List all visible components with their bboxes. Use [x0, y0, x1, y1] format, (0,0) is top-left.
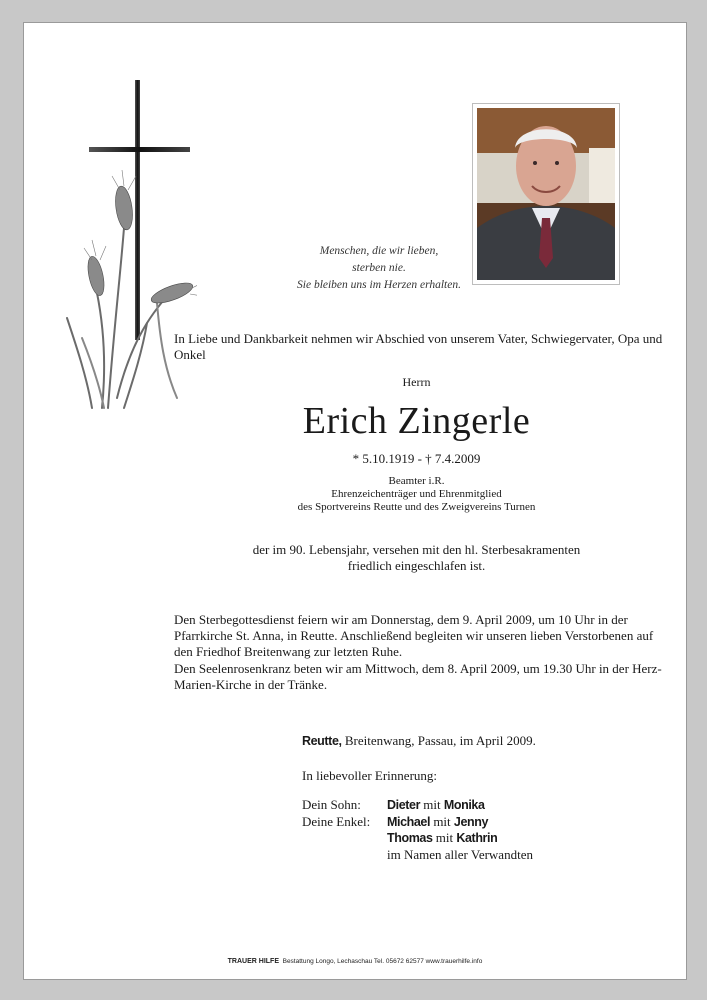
- place-rest: Breitenwang, Passau, im April 2009.: [341, 733, 536, 748]
- place-date: [302, 733, 536, 749]
- grandchild-name: Michael: [387, 814, 431, 829]
- service-info: [174, 612, 669, 693]
- quote-line: sterben nie.: [352, 262, 406, 274]
- portrait-photo-frame: [472, 103, 620, 285]
- connector: mit: [430, 813, 454, 829]
- funeral-service-paragraph: Den Sterbegottesdienst feiern wir am Donnerstag, dem 9. April 2009, um 10 Uhr in der Pfarrkirche St. Anna, in Reutte. Anschließend begleiten wir unseren lieben Verstorbenen auf den Friedhof Breitenwang zur letzten Ruhe.: [174, 612, 654, 660]
- connector: mit: [432, 830, 457, 845]
- wheat-icon: [67, 228, 177, 408]
- salutation: Herrn: [402, 375, 431, 389]
- wheat-ears: [84, 170, 197, 307]
- life-dates: * 5.10.1919 - † 7.4.2009: [352, 451, 481, 466]
- footer-text: Bestattung Longo, Lechaschau Tel. 05672 62577 www.trauerhilfe.info: [279, 958, 483, 965]
- honors-block: [174, 475, 659, 514]
- portrait-photo: [477, 108, 615, 280]
- grandchildren-label: Deine Enkel:: [302, 813, 371, 829]
- cross-icon: [89, 80, 190, 340]
- intro-text: In Liebe und Dankbarkeit nehmen wir Abschied von unserem Vater, Schwiegervater, Opa und Onkel: [174, 331, 663, 362]
- quote-block: [279, 243, 479, 294]
- son-name: Dieter: [387, 798, 421, 812]
- footer: [24, 958, 686, 965]
- footer-brand: TRAUER HILFE: [227, 958, 279, 965]
- obituary-card: [23, 22, 687, 980]
- honor-line: Ehrenzeichenträger und Ehrenmitglied: [331, 488, 502, 500]
- relatives-line: im Namen aller Verwandten: [387, 846, 533, 862]
- connector: mit: [420, 797, 444, 812]
- grandchild-partner: Jenny: [453, 814, 489, 829]
- grandchild-partner: Kathrin: [456, 831, 498, 845]
- son-partner: Monika: [443, 798, 485, 812]
- grandchild-name: Thomas: [387, 831, 433, 845]
- honor-line: des Sportvereins Reutte und des Zweigvereins Turnen: [297, 501, 536, 513]
- place-bold: Reutte,: [302, 734, 342, 748]
- deceased-name: Erich Zingerle: [302, 400, 531, 442]
- passing-line: der im 90. Lebensjahr, versehen mit den hl. Sterbesakramenten: [252, 542, 581, 557]
- rosary-paragraph: Den Seelenrosenkranz beten wir am Mittwoch, dem 8. April 2009, um 19.30 Uhr in der Herz-Marien-Kirche in der Tränke.: [174, 660, 662, 692]
- honor-line: Beamter i.R.: [388, 475, 445, 487]
- memory-line: In liebevoller Erinnerung:: [302, 768, 438, 783]
- passing-text: [174, 542, 659, 574]
- quote-line: Menschen, die wir lieben,: [319, 245, 439, 257]
- quote-line: Sie bleiben uns im Herzen erhalten.: [297, 279, 461, 291]
- son-label: Dein Sohn:: [302, 797, 361, 812]
- passing-line: friedlich eingeschlafen ist.: [347, 558, 486, 573]
